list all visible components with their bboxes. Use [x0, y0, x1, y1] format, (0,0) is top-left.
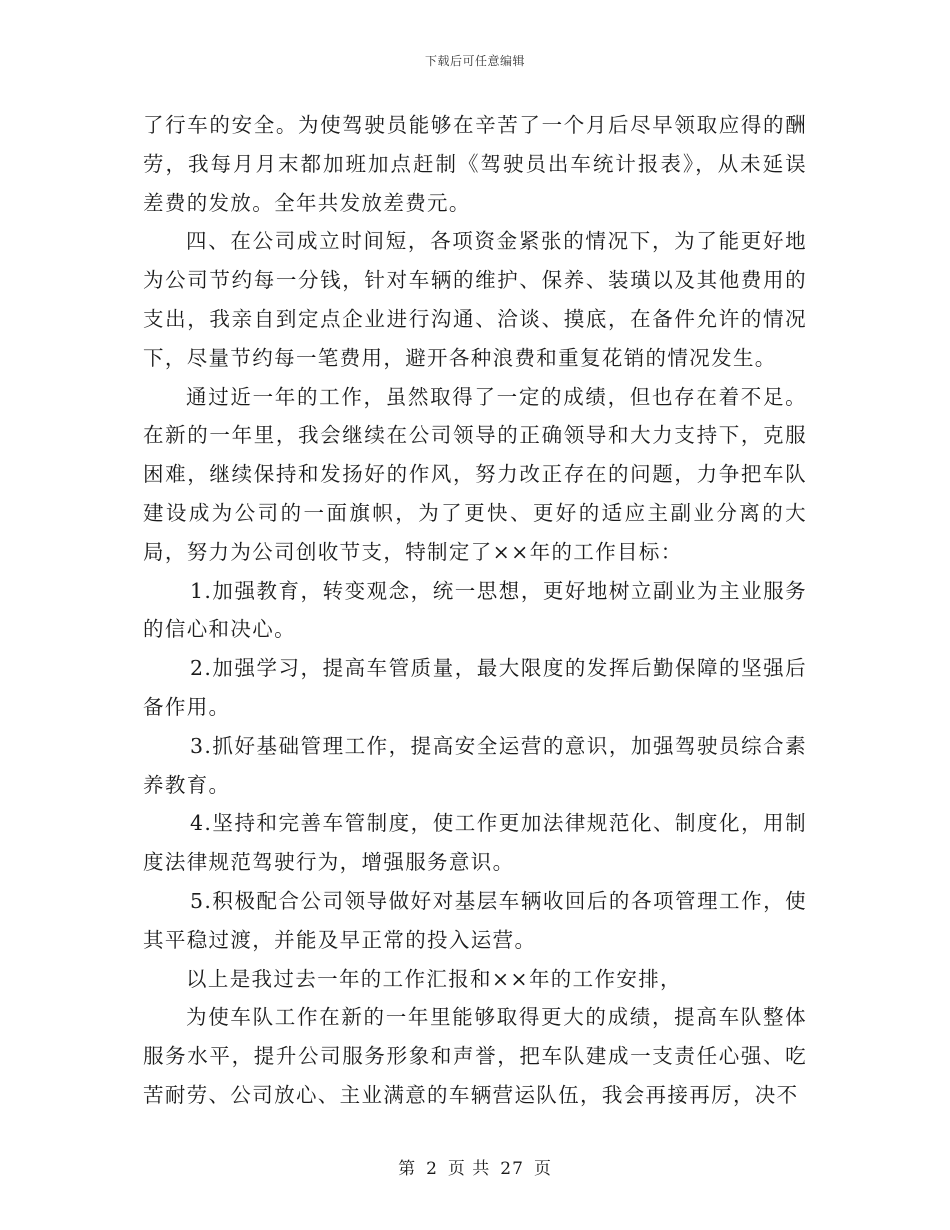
- footer-page-number: 2: [426, 1159, 438, 1179]
- page-header: 下载后可任意编辑: [424, 54, 525, 68]
- paragraph-summary: 通过近一年的工作，虽然取得了一定的成绩，但也存在着不足。在新的一年里，我会继续在公司领导的正确领导和大力支持下，克服困难，继续保持和发扬好的作风，努力改正存在的问题，力争把车队建设成为公司的一面旗帜，为了更快、更好的适应主副业分离的大局，努力为公司创收节支，特制定了××年的工作目标：: [143, 384, 807, 564]
- paragraph-final: 为使车队工作在新的一年里能够取得更大的成绩，提高车队整体服务水平，提升公司服务形象和声誉，把车队建成一支责任心强、吃苦耐劳、公司放心、主业满意的车辆营运队伍，我会再接再厉，决不: [143, 1005, 807, 1107]
- paragraph-report-closing: 以上是我过去一年的工作汇报和××年的工作安排，: [186, 966, 682, 991]
- document-body: [143, 106, 807, 1115]
- paragraph-section-four: 四、在公司成立时间短，各项资金紧张的情况下，为了能更好地为公司节约每一分钱，针对车辆的维护、保养、装璜以及其他费用的支出，我亲自到定点企业进行沟通、洽谈、摸底，在备件允许的情况下，尽量节约每一笔费用，避开各种浪费和重复花销的情况发生。: [143, 229, 807, 370]
- goal-item-3: 3.抓好基础管理工作，提高安全运营的意识，加强驾驶员综合素养教育。: [143, 733, 807, 797]
- goal-item-1: 1.加强教育，转变观念，统一思想，更好地树立副业为主业服务的信心和决心。: [143, 578, 807, 642]
- goal-item-5: 5.积极配合公司领导做好对基层车辆收回后的各项管理工作，使其平稳过渡，并能及早正常的投入运营。: [143, 888, 807, 952]
- goal-item-2: 2.加强学习，提高车管质量，最大限度的发挥后勤保障的坚强后备作用。: [143, 656, 807, 719]
- footer-prefix: 第: [398, 1159, 417, 1179]
- footer-middle: 页 共: [447, 1159, 491, 1179]
- page-footer: [0, 1154, 950, 1179]
- paragraph-continuation: 了行车的安全。为使驾驶员能够在辛苦了一个月后尽早领取应得的酬劳，我每月月末都加班加点赶制《驾驶员出车统计报表》，从未延误差费的发放。全年共发放差费元。: [143, 113, 807, 215]
- goal-item-4: 4.坚持和完善车管制度，使工作更加法律规范化、制度化，用制度法律规范驾驶行为，增强服务意识。: [143, 811, 807, 875]
- footer-total-pages: 27: [500, 1159, 524, 1179]
- footer-suffix: 页: [533, 1159, 552, 1179]
